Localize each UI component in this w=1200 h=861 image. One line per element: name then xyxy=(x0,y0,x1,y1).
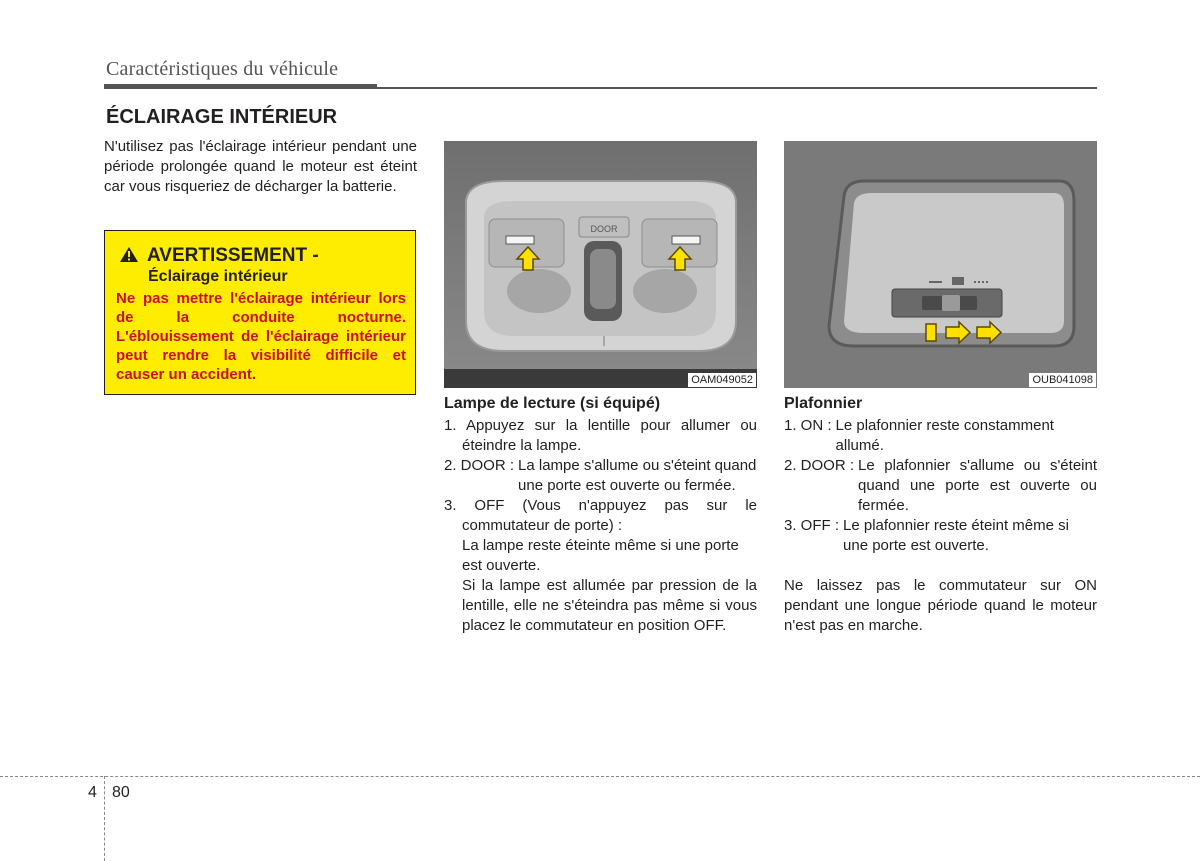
on-position-marker-icon xyxy=(926,324,936,341)
dome-lamp-item-1 xyxy=(784,416,1097,456)
reading-lamp-item-3-para-1: La lampe reste éteinte même si une porte est ouverte. xyxy=(462,537,739,574)
header-rule-thin xyxy=(377,87,1097,89)
dome-lamp-title: Plafonnier xyxy=(784,395,863,412)
dome-lamp-item-2 xyxy=(784,456,1097,516)
figure-code: OAM049052 xyxy=(688,373,756,387)
footer-vertical-rule xyxy=(104,776,105,861)
reading-lamp-section xyxy=(444,395,757,636)
dome-lamp-item-3 xyxy=(784,516,1097,556)
warning-body: Ne pas mettre l'éclairage intérieur lors de la conduite nocturne. L'éblouissement de l'éclairage intérieur peut rendre la visibilité difficile et causer un accident. xyxy=(116,290,406,383)
reading-lamp-photo xyxy=(444,141,757,388)
item-label: 1. ON : xyxy=(784,417,832,434)
item-label: 2. DOOR : xyxy=(444,457,515,474)
item-label: 2. DOOR : xyxy=(784,457,855,474)
page-number: 80 xyxy=(112,784,130,801)
dome-lamp-section xyxy=(784,395,1097,636)
reading-lamp-item-2 xyxy=(444,456,757,496)
section-title: ÉCLAIRAGE INTÉRIEUR xyxy=(106,106,338,128)
item-text: Le plafonnier reste éteint même si une porte est ouverte. xyxy=(843,517,1069,554)
running-header: Caractéristiques du véhicule xyxy=(106,58,339,80)
item-text: Le plafonnier s'allume ou s'éteint quand une porte est ouverte ou fermée. xyxy=(858,457,1097,514)
warning-triangle-icon xyxy=(119,246,139,269)
footer-rule xyxy=(0,776,1200,777)
reading-lamp-title: Lampe de lecture (si équipé) xyxy=(444,395,661,412)
dome-lamp-note: Ne laissez pas le commutateur sur ON pendant une longue période quand le moteur n'est pas en marche. xyxy=(784,577,1097,634)
header-rule-thick xyxy=(104,84,377,89)
chapter-number: 4 xyxy=(88,784,97,801)
item-label: 3. OFF : xyxy=(784,517,840,534)
warning-box xyxy=(104,230,416,395)
reading-lamp-item-3-para-2: Si la lampe est allumée par pression de la lentille, elle ne s'éteindra pas même si vous placez le commutateur en position OFF. xyxy=(462,577,757,634)
item-text: Le plafonnier reste constamment allumé. xyxy=(835,417,1054,454)
door-label: DOOR xyxy=(590,224,618,234)
dome-lamp-photo xyxy=(784,141,1097,388)
figure-code: OUB041098 xyxy=(1029,373,1096,387)
intro-paragraph: N'utilisez pas l'éclairage intérieur pendant une période prolongée quand le moteur est éteint car vous risqueriez de décharger la batterie. xyxy=(104,138,417,195)
warning-header xyxy=(119,245,319,269)
item-text: La lampe s'allume ou s'éteint quand une porte est ouverte ou fermée. xyxy=(518,457,757,494)
warning-subtitle: Éclairage intérieur xyxy=(148,268,288,285)
reading-lamp-item-3: 3. OFF (Vous n'appuyez pas sur le commutateur de porte) : xyxy=(444,497,757,534)
reading-lamp-item-1: 1. Appuyez sur la lentille pour allumer ou éteindre la lampe. xyxy=(444,417,757,454)
warning-title: AVERTISSEMENT - xyxy=(147,245,319,266)
